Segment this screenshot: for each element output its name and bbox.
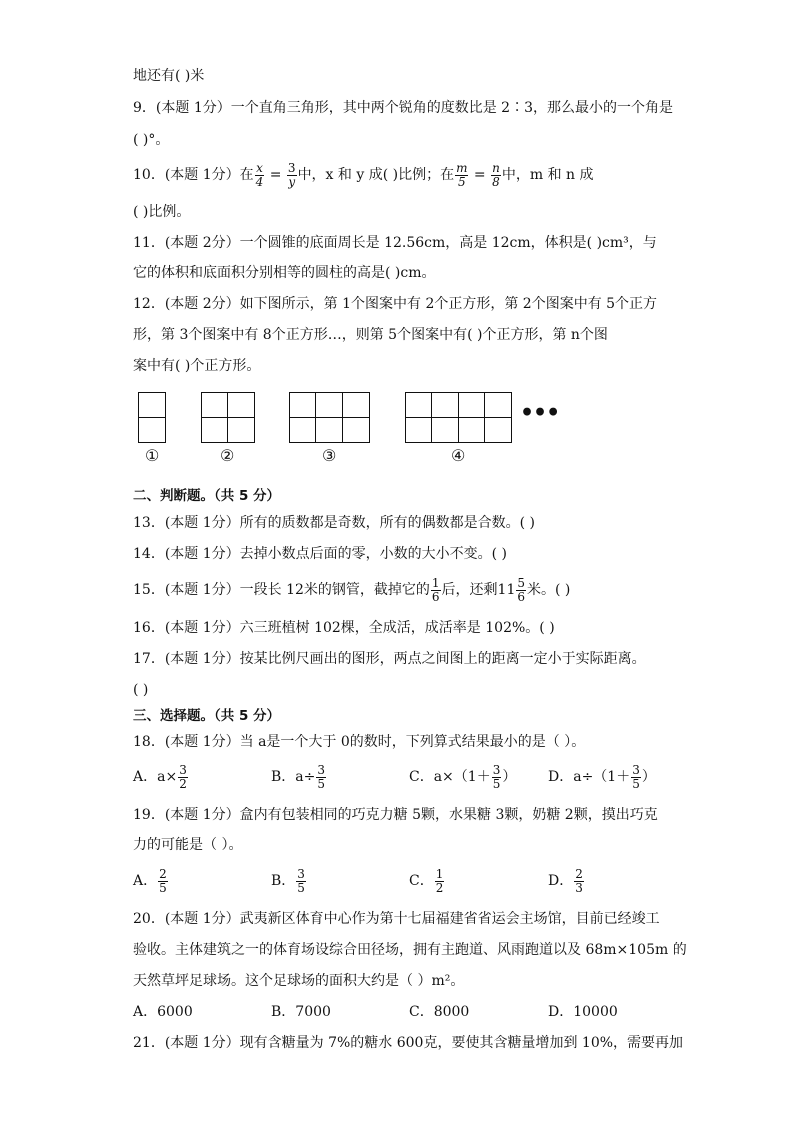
fraction-denominator: 5: [317, 776, 326, 791]
option-suffix: ）: [502, 769, 517, 785]
question-20-line-3: 天然草坪足球场。这个足球场的面积大约是（ ）m²。: [133, 973, 465, 989]
grid-cell: [228, 393, 254, 418]
fraction-numerator: 2: [575, 866, 583, 881]
question-20-line-1: 20．(本题 1分）武夷新区体育中心作为第十七届福建省省运会主场馆，目前已经竣工: [133, 911, 660, 927]
q18-option-b[interactable]: [271, 762, 327, 792]
grid-cell: [290, 418, 316, 443]
option-label: A．: [133, 873, 158, 889]
pattern-label-3: ③: [322, 446, 337, 465]
option-fraction: [178, 764, 188, 791]
grid-cell: [202, 418, 228, 443]
fraction-numerator: m: [456, 160, 468, 175]
pattern-4-grid: [405, 392, 512, 443]
option-fraction: [296, 868, 306, 895]
fraction-numerator: 3: [492, 762, 501, 777]
pattern-label-1: ①: [145, 446, 160, 465]
q20-option-d[interactable]: D．10000: [548, 1004, 618, 1020]
section-3-heading: 三、选择题。（共 5 分）: [133, 708, 281, 724]
pattern-3-grid: [289, 392, 370, 443]
q19-option-c[interactable]: [409, 866, 445, 896]
line-q8-end: 地还有( )米: [133, 68, 205, 84]
question-10-line-1: [133, 160, 594, 190]
grid-cell: [139, 418, 165, 443]
q10-equals-1: =: [265, 167, 286, 183]
q10-fraction-m-over-5: [455, 162, 468, 189]
q10-fraction-n-over-8: [491, 162, 501, 189]
fraction-numerator: x: [256, 160, 263, 175]
option-label: D．a÷（1＋: [548, 769, 631, 785]
grid-cell: [343, 393, 369, 418]
pattern-ellipsis: •••: [520, 400, 560, 426]
pattern-2-grid: [201, 392, 255, 443]
grid-cell: [485, 418, 511, 443]
option-label: C．a×（1＋: [409, 769, 491, 785]
q19-option-d[interactable]: [548, 866, 585, 896]
fraction-numerator: 2: [159, 866, 167, 881]
question-15: [133, 575, 570, 605]
grid-cell: [202, 393, 228, 418]
question-17-line-2: ( ): [133, 682, 149, 698]
q19-option-b[interactable]: [271, 866, 307, 896]
option-label: B．: [271, 873, 296, 889]
fraction-numerator: 1: [435, 866, 444, 881]
question-9-line-1: 9．(本题 1分）一个直角三角形，其中两个锐角的度数比是 2∶3，那么最小的一个角是: [133, 100, 673, 116]
option-label: C．: [409, 873, 434, 889]
question-12-line-3: 案中有( )个正方形。: [133, 358, 261, 374]
fraction-numerator: 3: [297, 866, 305, 881]
pattern-label-4: ④: [451, 446, 466, 465]
grid-cell: [459, 418, 485, 443]
fraction-numerator: 5: [517, 575, 526, 590]
fraction-denominator: 4: [255, 174, 264, 189]
grid-cell: [343, 418, 369, 443]
option-label: D．: [548, 873, 574, 889]
fraction-denominator: 6: [431, 589, 440, 604]
fraction-denominator: 8: [492, 174, 500, 189]
q15-middle: 后，还剩11: [441, 582, 516, 598]
question-11-line-1: 11．(本题 2分）一个圆锥的底面周长是 12.56cm，高是 12cm，体积是( )cm³，与: [133, 235, 657, 251]
option-fraction: [158, 868, 168, 895]
grid-cell: [139, 393, 165, 418]
q10-fraction-x-over-4: [255, 162, 265, 189]
option-fraction: [316, 764, 326, 791]
fraction-denominator: 5: [632, 776, 640, 791]
fraction-numerator: 3: [179, 762, 187, 777]
q10-fraction-3-over-y: [287, 162, 297, 189]
question-11-line-2: 它的体积和底面积分别相等的圆柱的高是( )cm。: [133, 265, 436, 281]
grid-cell: [316, 393, 342, 418]
option-label: A．a×: [133, 769, 178, 785]
question-16: 16．(本题 1分）六三班植树 102棵，全成活，成活率是 102%。( ): [133, 620, 555, 636]
fraction-denominator: 5: [457, 174, 466, 189]
question-9-line-2: ( )°。: [133, 132, 170, 148]
q19-option-a[interactable]: [133, 866, 169, 896]
question-10-line-2: ( )比例。: [133, 204, 191, 220]
fraction-denominator: y: [288, 174, 296, 189]
fraction-numerator: 3: [317, 762, 326, 777]
question-21-line-1: 21．(本题 1分）现有含糖量为 7%的糖水 600克，要使其含糖量增加到 10%，需要再加: [133, 1035, 684, 1051]
q18-option-a[interactable]: [133, 762, 189, 792]
fraction-denominator: 5: [159, 880, 167, 895]
grid-cell: [228, 418, 254, 443]
question-19-line-2: 力的可能是（ ）。: [133, 837, 243, 853]
fraction-denominator: 2: [435, 880, 444, 895]
q10-middle: 中，x 和 y 成( )比例；在: [297, 167, 455, 183]
grid-cell: [406, 418, 432, 443]
q20-option-b[interactable]: B．7000: [271, 1004, 331, 1020]
question-17-line-1: 17．(本题 1分）按某比例尺画出的图形，两点之间图上的距离一定小于实际距离。: [133, 651, 646, 667]
option-suffix: ）: [641, 769, 656, 785]
grid-cell: [459, 393, 485, 418]
fraction-denominator: 5: [297, 880, 305, 895]
fraction-denominator: 3: [575, 880, 583, 895]
q10-equals-2: =: [469, 167, 491, 183]
fraction-denominator: 2: [179, 776, 187, 791]
section-2-heading: 二、判断题。（共 5 分）: [133, 488, 281, 504]
q15-prefix: 15．(本题 1分）一段长 12米的钢管，截掉它的: [133, 582, 430, 598]
question-14: 14．(本题 1分）去掉小数点后面的零，小数的大小不变。( ): [133, 546, 508, 562]
question-19-line-1: 19．(本题 1分）盒内有包装相同的巧克力糖 5颗，水果糖 3颗，奶糖 2颗，摸出巧克: [133, 807, 658, 823]
grid-cell: [316, 418, 342, 443]
grid-cell: [485, 393, 511, 418]
question-18: 18．(本题 1分）当 a是一个大于 0的数时，下列算式结果最小的是（ ）。: [133, 734, 586, 750]
fraction-numerator: 1: [431, 575, 440, 590]
q18-option-d[interactable]: [548, 762, 656, 792]
question-12-line-2: 形，第 3个图案中有 8个正方形…，则第 5个图案中有( )个正方形，第 n个图: [133, 327, 608, 343]
fraction-denominator: 6: [517, 589, 526, 604]
q10-prefix: 10．(本题 1分）在: [133, 167, 254, 183]
option-fraction: [574, 868, 584, 895]
q15-fraction-5-over-6: [516, 577, 526, 604]
fraction-numerator: n: [492, 160, 500, 175]
q18-option-c[interactable]: [409, 762, 516, 792]
fraction-numerator: 3: [287, 160, 296, 175]
grid-cell: [432, 393, 458, 418]
q20-option-a[interactable]: A．6000: [133, 1004, 193, 1020]
option-fraction: [492, 764, 502, 791]
q10-suffix: 中，m 和 n 成: [501, 167, 594, 183]
option-fraction: [631, 764, 641, 791]
fraction-numerator: 3: [632, 762, 640, 777]
pattern-label-2: ②: [220, 446, 235, 465]
option-label: B．a÷: [271, 769, 316, 785]
grid-cell: [406, 393, 432, 418]
q15-suffix: 米。( ): [527, 582, 571, 598]
question-20-line-2: 验收。主体建筑之一的体育场设综合田径场，拥有主跑道、风雨跑道以及 68m×105m 的: [133, 942, 687, 958]
q15-fraction-1-over-6: [431, 577, 441, 604]
question-12-line-1: 12．(本题 2分）如下图所示，第 1个图案中有 2个正方形，第 2个图案中有 5个正方: [133, 296, 658, 312]
pattern-1-grid: [138, 392, 166, 443]
fraction-denominator: 5: [492, 776, 501, 791]
option-fraction: [435, 868, 445, 895]
question-13: 13．(本题 1分）所有的质数都是奇数，所有的偶数都是合数。( ): [133, 515, 536, 531]
q20-option-c[interactable]: C．8000: [409, 1004, 470, 1020]
grid-cell: [290, 393, 316, 418]
grid-cell: [432, 418, 458, 443]
